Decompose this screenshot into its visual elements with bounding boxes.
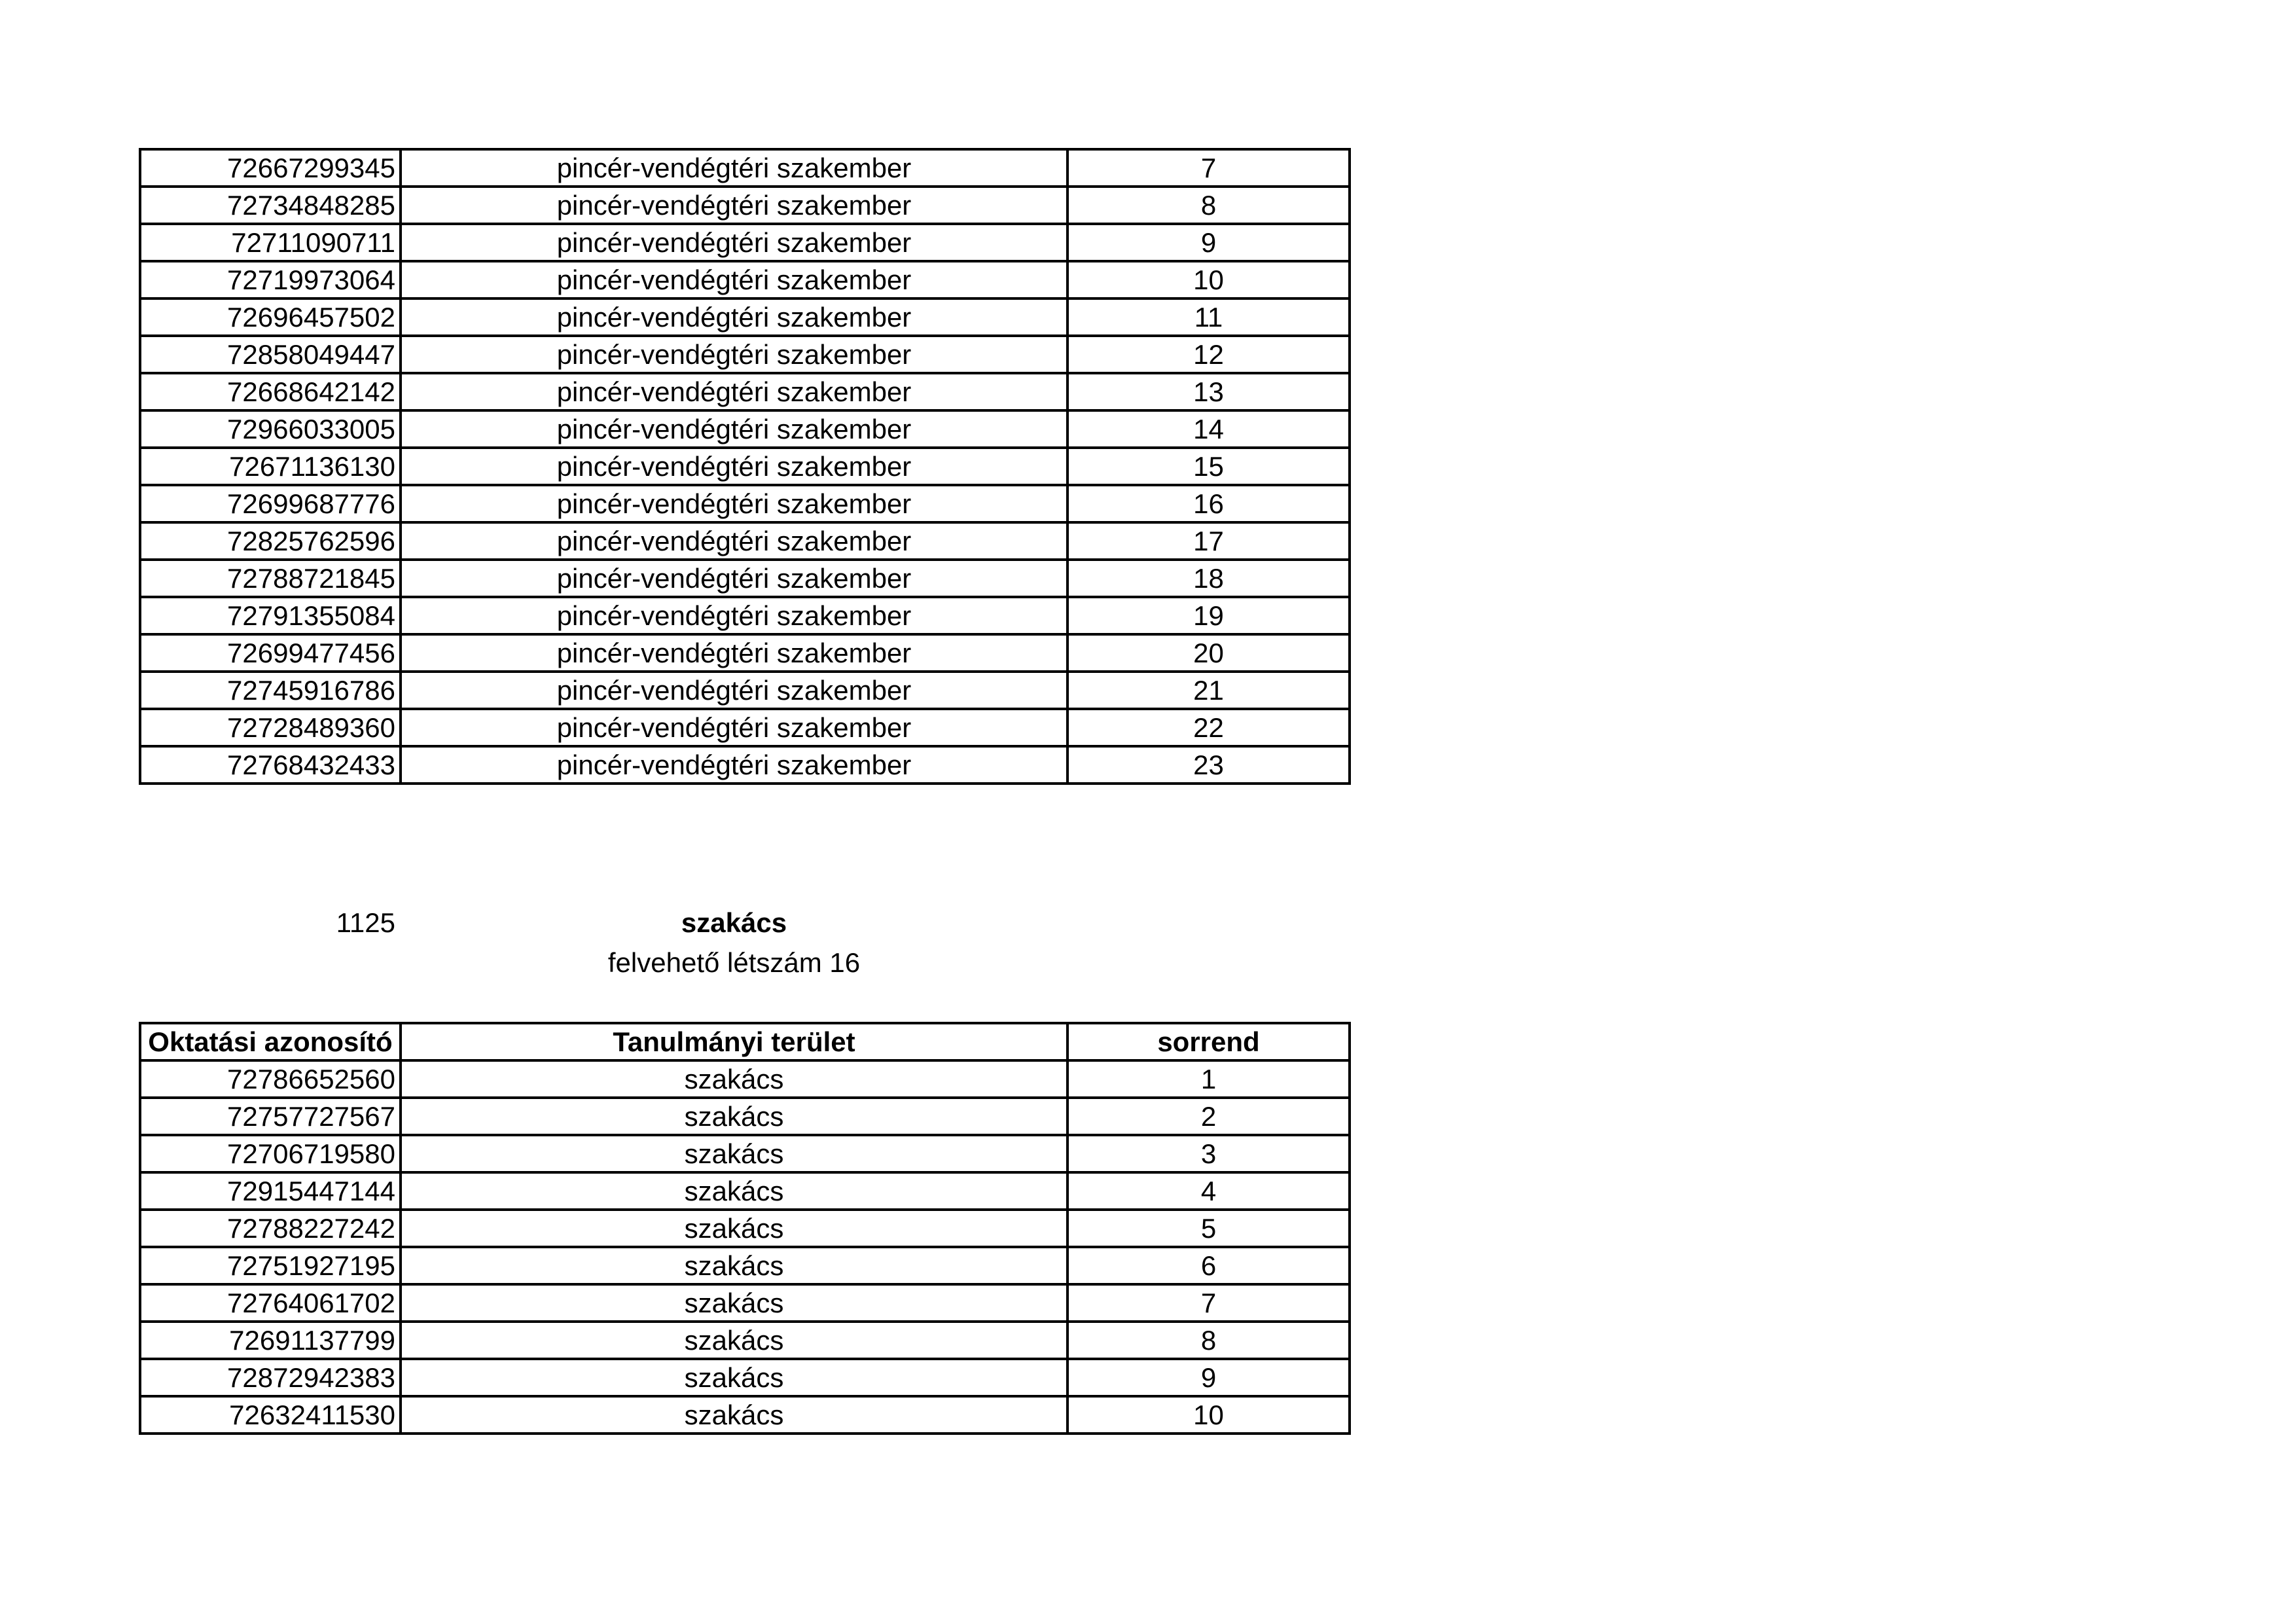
table-row <box>140 1284 1350 1322</box>
student-id-cell: 72667299345 <box>140 149 401 187</box>
order-cell: 14 <box>1067 410 1350 448</box>
table-row <box>140 261 1350 298</box>
order-cell: 16 <box>1067 485 1350 522</box>
table-row <box>140 1322 1350 1359</box>
study-area-cell: szakács <box>401 1172 1067 1210</box>
table-row <box>140 187 1350 224</box>
table-row <box>140 560 1350 597</box>
order-cell: 4 <box>1067 1172 1350 1210</box>
study-area-cell: szakács <box>401 1284 1067 1322</box>
order-cell: 13 <box>1067 373 1350 410</box>
study-area-cell: szakács <box>401 1396 1067 1434</box>
study-area-cell: pincér-vendégtéri szakember <box>401 448 1067 485</box>
order-cell: 20 <box>1067 634 1350 672</box>
study-area-cell: pincér-vendégtéri szakember <box>401 634 1067 672</box>
ranking-table-top-body <box>140 149 1350 784</box>
student-id-cell: 72764061702 <box>140 1284 401 1322</box>
table-row <box>140 634 1350 672</box>
ranking-table-bottom <box>139 1022 1351 1435</box>
order-cell: 3 <box>1067 1135 1350 1172</box>
student-id-cell: 72791355084 <box>140 597 401 634</box>
order-cell: 10 <box>1067 1396 1350 1434</box>
study-area-cell: pincér-vendégtéri szakember <box>401 485 1067 522</box>
order-cell: 9 <box>1067 1359 1350 1396</box>
student-id-cell: 72788227242 <box>140 1210 401 1247</box>
table-row <box>140 448 1350 485</box>
student-id-cell: 72699687776 <box>140 485 401 522</box>
order-cell: 8 <box>1067 1322 1350 1359</box>
study-area-cell: szakács <box>401 1060 1067 1098</box>
student-id-cell: 72691137799 <box>140 1322 401 1359</box>
student-id-cell: 72825762596 <box>140 522 401 560</box>
order-cell: 15 <box>1067 448 1350 485</box>
student-id-cell: 72915447144 <box>140 1172 401 1210</box>
student-id-cell: 72734848285 <box>140 187 401 224</box>
table-row <box>140 1098 1350 1135</box>
student-id-cell: 72671136130 <box>140 448 401 485</box>
order-cell: 17 <box>1067 522 1350 560</box>
order-cell: 22 <box>1067 709 1350 746</box>
header-id: Oktatási azonosító <box>140 1023 401 1060</box>
order-cell: 23 <box>1067 746 1350 784</box>
table-row <box>140 597 1350 634</box>
student-id-cell: 72751927195 <box>140 1247 401 1284</box>
order-cell: 11 <box>1067 298 1350 336</box>
table-row <box>140 1172 1350 1210</box>
study-area-cell: szakács <box>401 1098 1067 1135</box>
table-row <box>140 522 1350 560</box>
student-id-cell: 72696457502 <box>140 298 401 336</box>
table-row <box>140 1396 1350 1434</box>
table-row <box>140 1135 1350 1172</box>
table-row <box>140 1247 1350 1284</box>
table-row <box>140 336 1350 373</box>
student-id-cell: 72706719580 <box>140 1135 401 1172</box>
student-id-cell: 72728489360 <box>140 709 401 746</box>
order-cell: 7 <box>1067 149 1350 187</box>
student-id-cell: 72719973064 <box>140 261 401 298</box>
study-area-cell: pincér-vendégtéri szakember <box>401 187 1067 224</box>
table-row <box>140 746 1350 784</box>
study-area-cell: szakács <box>401 1322 1067 1359</box>
section-capacity: felvehető létszám 16 <box>607 947 861 978</box>
table-row <box>140 298 1350 336</box>
study-area-cell: pincér-vendégtéri szakember <box>401 522 1067 560</box>
table-row <box>140 709 1350 746</box>
order-cell: 8 <box>1067 187 1350 224</box>
section-title: szakács <box>681 907 787 938</box>
table-row <box>140 672 1350 709</box>
study-area-cell: pincér-vendégtéri szakember <box>401 410 1067 448</box>
order-cell: 10 <box>1067 261 1350 298</box>
study-area-cell: pincér-vendégtéri szakember <box>401 336 1067 373</box>
order-cell: 2 <box>1067 1098 1350 1135</box>
student-id-cell: 72858049447 <box>140 336 401 373</box>
header-order: sorrend <box>1067 1023 1350 1060</box>
student-id-cell: 72966033005 <box>140 410 401 448</box>
table-row <box>140 149 1350 187</box>
student-id-cell: 72699477456 <box>140 634 401 672</box>
student-id-cell: 72872942383 <box>140 1359 401 1396</box>
student-id-cell: 72768432433 <box>140 746 401 784</box>
order-cell: 1 <box>1067 1060 1350 1098</box>
header-area: Tanulmányi terület <box>401 1023 1067 1060</box>
section-code: 1125 <box>336 907 395 938</box>
order-cell: 5 <box>1067 1210 1350 1247</box>
student-id-cell: 72711090711 <box>140 224 401 261</box>
study-area-cell: pincér-vendégtéri szakember <box>401 746 1067 784</box>
order-cell: 18 <box>1067 560 1350 597</box>
study-area-cell: pincér-vendégtéri szakember <box>401 672 1067 709</box>
study-area-cell: pincér-vendégtéri szakember <box>401 560 1067 597</box>
student-id-cell: 72632411530 <box>140 1396 401 1434</box>
table-row <box>140 224 1350 261</box>
study-area-cell: pincér-vendégtéri szakember <box>401 261 1067 298</box>
order-cell: 19 <box>1067 597 1350 634</box>
table-row <box>140 1359 1350 1396</box>
order-cell: 9 <box>1067 224 1350 261</box>
ranking-table-top <box>139 148 1351 785</box>
study-area-cell: pincér-vendégtéri szakember <box>401 224 1067 261</box>
order-cell: 7 <box>1067 1284 1350 1322</box>
study-area-cell: szakács <box>401 1247 1067 1284</box>
study-area-cell: pincér-vendégtéri szakember <box>401 298 1067 336</box>
student-id-cell: 72745916786 <box>140 672 401 709</box>
study-area-cell: szakács <box>401 1359 1067 1396</box>
student-id-cell: 72788721845 <box>140 560 401 597</box>
order-cell: 6 <box>1067 1247 1350 1284</box>
order-cell: 21 <box>1067 672 1350 709</box>
study-area-cell: pincér-vendégtéri szakember <box>401 597 1067 634</box>
ranking-table-bottom-body <box>140 1060 1350 1434</box>
table-row <box>140 1060 1350 1098</box>
study-area-cell: pincér-vendégtéri szakember <box>401 373 1067 410</box>
student-id-cell: 72668642142 <box>140 373 401 410</box>
table-row <box>140 1210 1350 1247</box>
table-row <box>140 373 1350 410</box>
table-row <box>140 410 1350 448</box>
study-area-cell: szakács <box>401 1135 1067 1172</box>
student-id-cell: 72757727567 <box>140 1098 401 1135</box>
student-id-cell: 72786652560 <box>140 1060 401 1098</box>
table-row <box>140 485 1350 522</box>
table-header-row <box>140 1023 1350 1060</box>
study-area-cell: szakács <box>401 1210 1067 1247</box>
study-area-cell: pincér-vendégtéri szakember <box>401 709 1067 746</box>
study-area-cell: pincér-vendégtéri szakember <box>401 149 1067 187</box>
order-cell: 12 <box>1067 336 1350 373</box>
